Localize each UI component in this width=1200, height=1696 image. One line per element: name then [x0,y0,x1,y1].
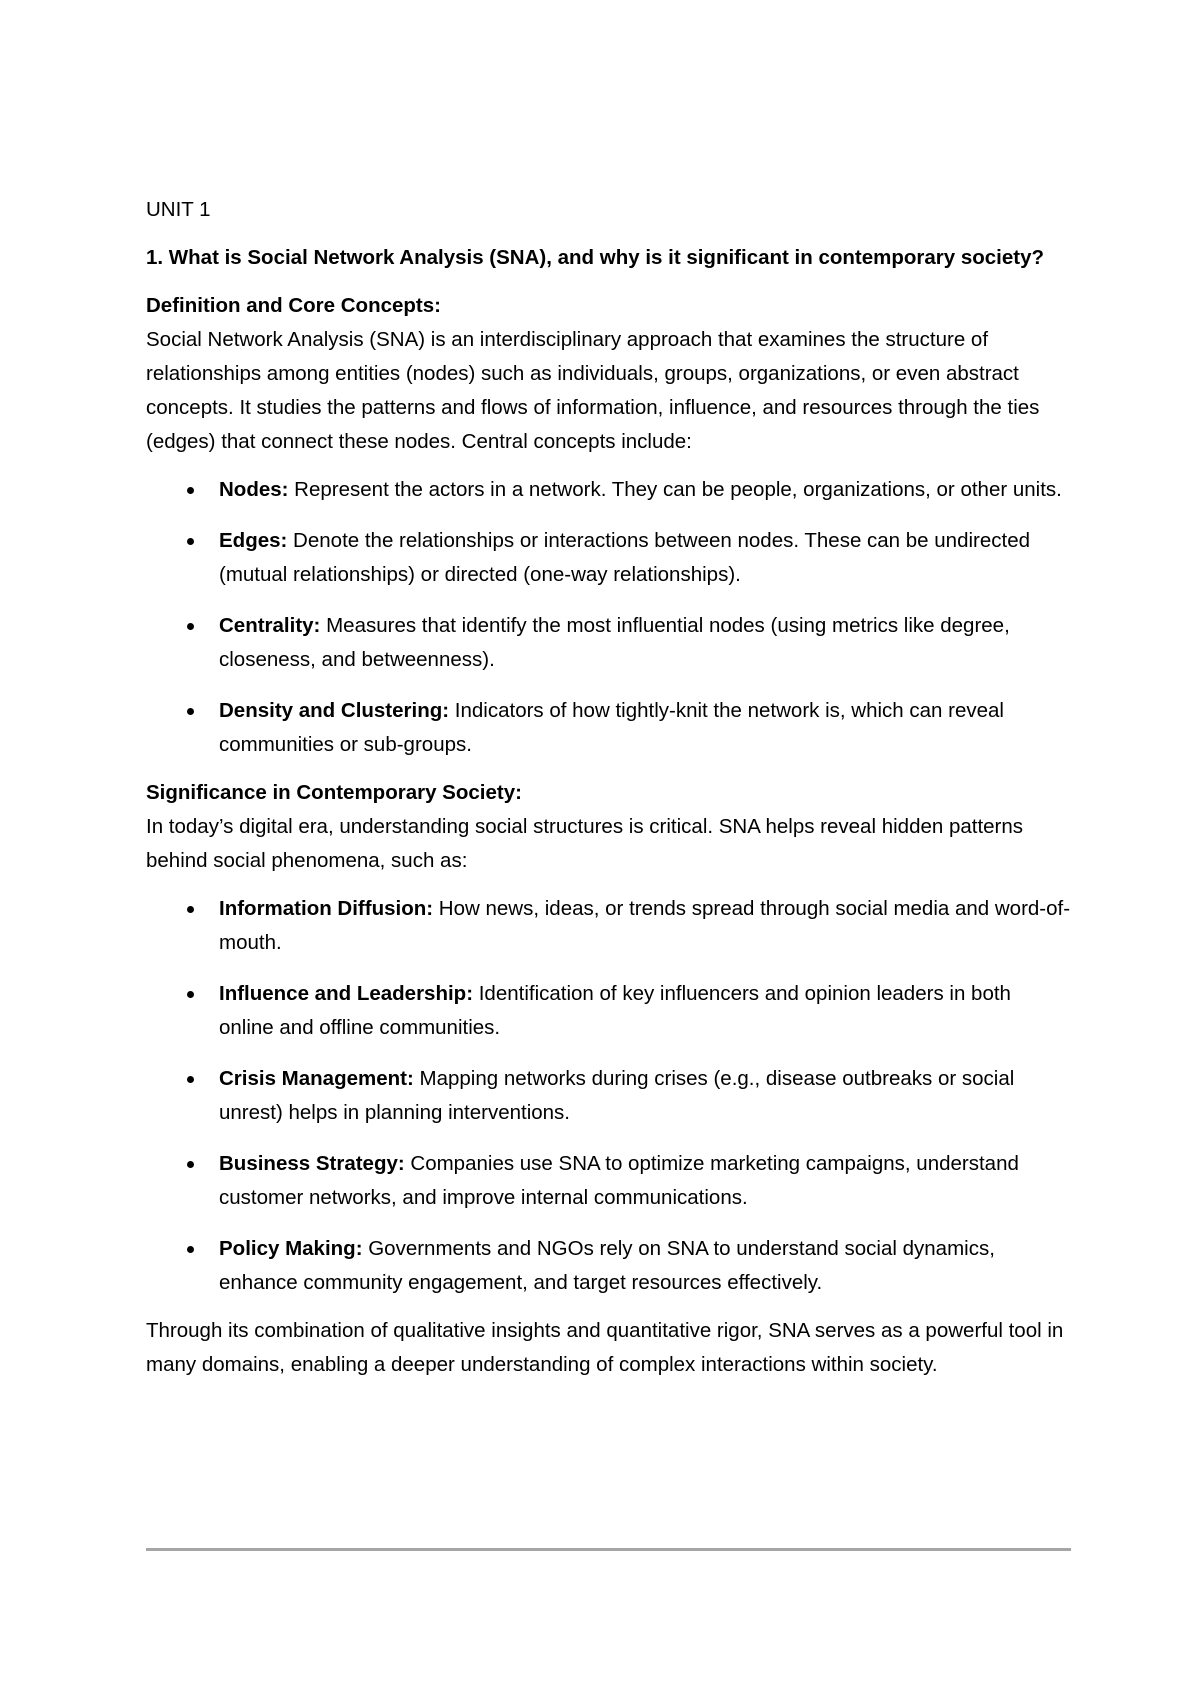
list-item-term: Business Strategy: [219,1152,405,1175]
definition-paragraph: Social Network Analysis (SNA) is an interdisciplinary approach that examines the structure of relationships among entities (nodes) such as individuals, groups, organizations, or even abstract concepts. It studies the patterns and flows of information, influence, and resources through the ties (edges) that connect these nodes. Central concepts include: [146,328,1040,453]
closing-paragraph: Through its combination of qualitative insights and quantitative rigor, SNA serves as a powerful tool in many domains, enabling a deeper understanding of complex interactions within society. [146,1319,1064,1376]
significance-paragraph: In today’s digital era, understanding social structures is critical. SNA helps reveal hidden patterns behind social phenomena, such as: [146,815,1024,872]
bullet-icon [187,538,194,545]
list-item [146,694,1071,762]
significance-list [146,892,1071,1300]
list-item-text: Denote the relationships or interactions between nodes. These can be undirected (mutual relationships) or directed (one-way relationships). [219,529,1031,586]
definition-heading: Definition and Core Concepts: [146,294,441,317]
significance-heading: Significance in Contemporary Society: [146,781,522,804]
list-item-term: Density and Clustering: [219,699,450,722]
document-body [146,193,1071,1382]
list-item [146,1147,1071,1215]
list-item [146,1232,1071,1300]
list-item [146,1062,1071,1130]
bullet-icon [187,906,194,913]
unit-title: UNIT 1 [146,198,211,221]
bullet-icon [187,1161,194,1168]
list-item [146,977,1071,1045]
bullet-icon [187,1246,194,1253]
list-item [146,473,1071,507]
list-item-term: Information Diffusion: [219,897,434,920]
list-item-term: Centrality: [219,614,321,637]
list-item [146,892,1071,960]
bullet-icon [187,487,194,494]
list-item-text: Mapping networks during crises (e.g., disease outbreaks or social unrest) helps in planning interventions. [219,1067,1015,1124]
list-item-text: Measures that identify the most influential nodes (using metrics like degree, closeness, and betweenness). [219,614,1010,671]
question-heading: 1. What is Social Network Analysis (SNA), and why is it significant in contemporary society? [146,246,1045,269]
list-item-term: Edges: [219,529,288,552]
bullet-icon [187,1076,194,1083]
horizontal-rule [146,1548,1071,1551]
list-item [146,609,1071,677]
list-item-term: Crisis Management: [219,1067,414,1090]
list-item [146,524,1071,592]
bullet-icon [187,991,194,998]
bullet-icon [187,623,194,630]
list-item-text: How news, ideas, or trends spread through social media and word-of-mouth. [219,897,1071,954]
list-item-term: Nodes: [219,478,289,501]
list-item-text: Governments and NGOs rely on SNA to understand social dynamics, enhance community engagement, and target resources effectively. [219,1237,995,1294]
list-item-term: Influence and Leadership: [219,982,474,1005]
list-item-text: Companies use SNA to optimize marketing campaigns, understand customer networks, and improve internal communications. [219,1152,1019,1209]
list-item-text: Represent the actors in a network. They can be people, organizations, or other units. [288,478,1062,501]
bullet-icon [187,708,194,715]
list-item-text: Indicators of how tightly-knit the network is, which can reveal communities or sub-groups. [219,699,1004,756]
core-concepts-list [146,473,1071,762]
list-item-text: Identification of key influencers and opinion leaders in both online and offline communities. [219,982,1011,1039]
list-item-term: Policy Making: [219,1237,363,1260]
